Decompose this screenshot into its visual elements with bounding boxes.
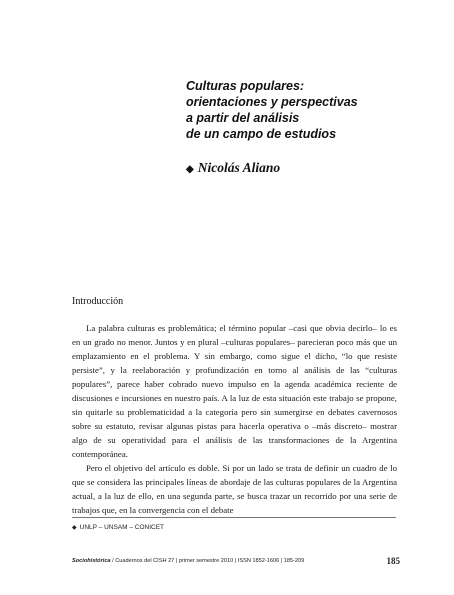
diamond-icon: ◆ bbox=[72, 525, 77, 531]
author-name: Nicolás Aliano bbox=[197, 160, 281, 175]
title-line: Culturas populares: bbox=[186, 79, 305, 93]
journal-details: / Cuadernos del CISH 27 | primer semestre 2010 | ISSN 1852-1606 | 185-209 bbox=[110, 558, 305, 564]
page-footer bbox=[72, 558, 400, 564]
diamond-icon: ◆ bbox=[186, 164, 194, 175]
section-heading: Introducción bbox=[72, 296, 124, 307]
footnote-text: UNLP – UNSAM – CONICET bbox=[79, 524, 165, 531]
article-title bbox=[186, 78, 426, 142]
body-paragraph: Pero el objetivo del artículo es doble. Si por un lado se trata de definir un cuadro de lo que se considera las principales líneas de abordaje de las culturas populares de la Argentina actual, a la luz de ello, en una segunda parte, se busca trazar un recorrido por una serie de trabajos que, en la convergencia con el debate bbox=[72, 463, 397, 515]
footnote bbox=[72, 524, 164, 531]
body-text bbox=[72, 321, 397, 517]
page-number: 185 bbox=[386, 556, 400, 566]
footnote-divider bbox=[72, 517, 396, 518]
author-line bbox=[186, 160, 280, 176]
title-line: de un campo de estudios bbox=[186, 127, 337, 141]
body-paragraph: La palabra culturas es problemática; el término popular –casi que obvia decirlo– lo es en un grado no menor. Juntos y en plural –culturas populares– parecieran poco más que un emplazamiento en el problema. Y sin embargo, como sigue el dicho, “lo que resiste persiste”, y la reelaboración y profundización en torno al análisis de las “culturas populares”, parece haber cobrado nuevo impulso en la agenda académica reciente de discusiones e incursiones en nuestro país. A la luz de esta situación este trabajo se propone, sin quitarle su problematicidad a la categoría pero sin sumergirse en debates cavernosos sobre su estatuto, revisar algunas pistas para hacerla operativa o –más discreto– mostrar algo de su operatividad para el análisis de las transformaciones de la Argentina contemporánea. bbox=[72, 323, 397, 459]
title-line: a partir del análisis bbox=[186, 111, 300, 125]
title-line: orientaciones y perspectivas bbox=[186, 95, 358, 109]
journal-name: Sociohistórica bbox=[72, 558, 111, 564]
